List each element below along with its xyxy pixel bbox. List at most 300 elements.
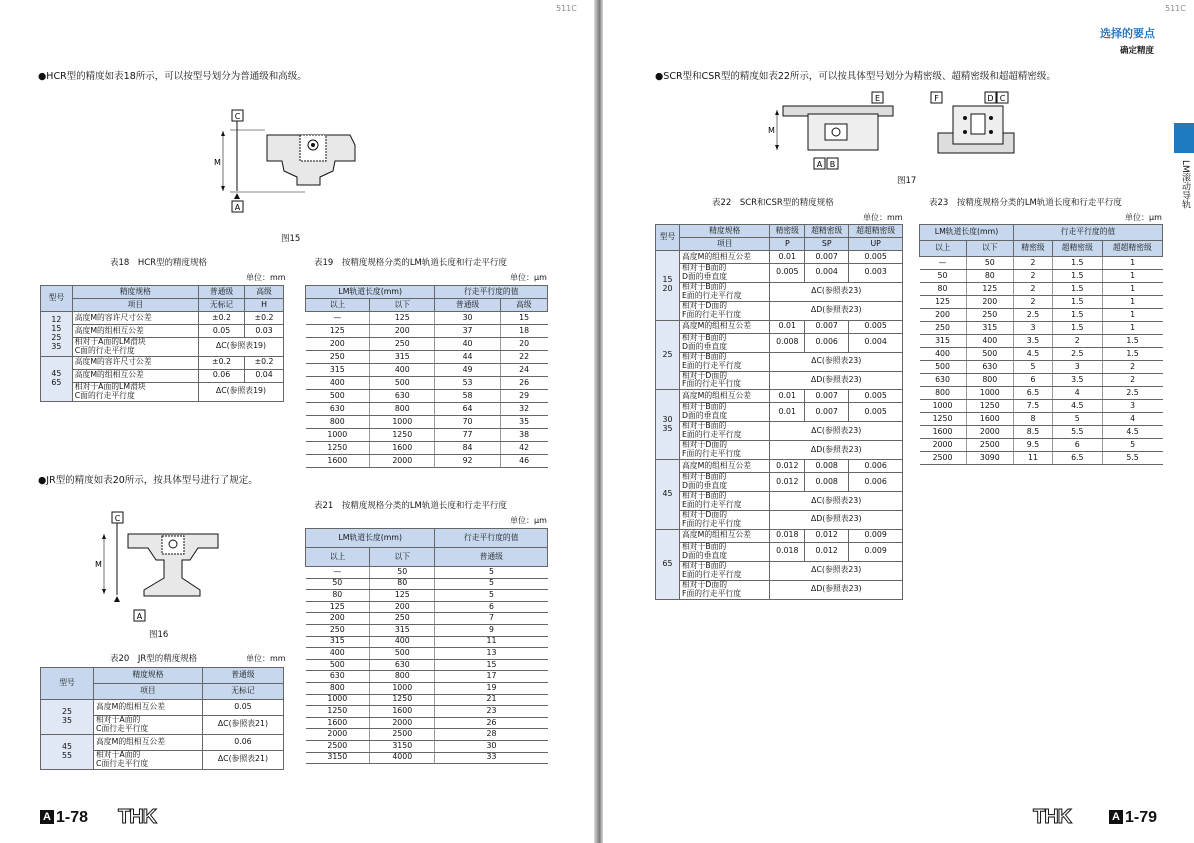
table-cell: 1250 bbox=[966, 400, 1014, 413]
table-cell: 5.5 bbox=[1052, 426, 1102, 439]
table-cell: 630 bbox=[306, 403, 370, 416]
table-cell: 630 bbox=[306, 671, 370, 683]
fig15-c-label: C bbox=[234, 112, 241, 121]
table-cell: 1.5 bbox=[1102, 335, 1162, 348]
bullet-icon: ● bbox=[38, 71, 47, 82]
table-cell: 800 bbox=[920, 387, 967, 400]
model-cell: 65 bbox=[656, 529, 680, 599]
table-cell: 2000 bbox=[306, 729, 370, 741]
table-cell: 1.5 bbox=[1102, 348, 1162, 361]
page-code: 511C bbox=[1165, 4, 1186, 13]
table21-caption: 表21 按精度规格分类的LM轨道长度和行走平行度 bbox=[314, 501, 507, 511]
table20-unit: 单位：mm bbox=[246, 654, 286, 663]
table-cell: 3 bbox=[1014, 322, 1053, 335]
table-cell: 17 bbox=[435, 671, 548, 683]
table-cell: 200 bbox=[306, 613, 370, 625]
table-cell: 1.5 bbox=[1052, 270, 1102, 283]
table-cell: 50 bbox=[306, 578, 370, 590]
th-model: 型号 bbox=[41, 286, 73, 312]
table-cell: 315 bbox=[370, 351, 435, 364]
table-cell: 15 bbox=[500, 312, 547, 325]
table-cell: 84 bbox=[435, 442, 500, 455]
table-cell: 630 bbox=[370, 390, 435, 403]
table-cell: 1600 bbox=[370, 706, 435, 718]
table-cell: 1250 bbox=[306, 442, 370, 455]
table-cell: 2.5 bbox=[1052, 348, 1102, 361]
table-row bbox=[306, 416, 548, 429]
table-cell: 44 bbox=[435, 351, 500, 364]
table-row bbox=[920, 452, 1163, 465]
table-cell: 1 bbox=[1102, 257, 1162, 270]
table-cell: 5 bbox=[435, 567, 548, 579]
model-cell: 15 20 bbox=[656, 251, 680, 321]
table-cell: 5 bbox=[1102, 439, 1162, 452]
table-cell: 500 bbox=[966, 348, 1014, 361]
table18-unit: 单位：mm bbox=[246, 273, 286, 282]
table-row: 相对于B面的 D面的垂直度 0.008 0.006 0.004 bbox=[656, 333, 903, 352]
table-cell: 18 bbox=[500, 325, 547, 338]
table-row bbox=[306, 455, 548, 468]
table-cell: 800 bbox=[370, 671, 435, 683]
table-cell: 1000 bbox=[370, 416, 435, 429]
table-row: 45 高度M的组相互公差 0.012 0.008 0.006 bbox=[656, 460, 903, 473]
table-row: 相对于D面的 F面的行走平行度 ΔD(参照表23) bbox=[656, 580, 903, 599]
table-cell: 400 bbox=[306, 648, 370, 660]
table-cell: 800 bbox=[370, 403, 435, 416]
right-page bbox=[603, 0, 1194, 843]
table-row: 65 高度M的组相互公差 0.018 0.012 0.009 bbox=[656, 529, 903, 542]
table-row bbox=[920, 374, 1163, 387]
table-row bbox=[306, 390, 548, 403]
table-row bbox=[306, 729, 548, 741]
table-cell: 80 bbox=[966, 270, 1014, 283]
section-subtitle: 确定精度 bbox=[1120, 46, 1155, 56]
table-cell: 125 bbox=[370, 312, 435, 325]
table-row bbox=[306, 706, 548, 718]
table-cell: 26 bbox=[435, 717, 548, 729]
table-cell: 400 bbox=[370, 636, 435, 648]
table-cell: 2000 bbox=[370, 717, 435, 729]
table-row: 相对于B面的 D面的垂直度 0.012 0.008 0.006 bbox=[656, 473, 903, 492]
table-cell: 26 bbox=[500, 377, 547, 390]
table-cell: 125 bbox=[920, 296, 967, 309]
table-cell: 8.5 bbox=[1014, 426, 1053, 439]
table-cell: 50 bbox=[370, 567, 435, 579]
table-row bbox=[306, 659, 548, 671]
table-row bbox=[306, 312, 548, 325]
table-row bbox=[920, 348, 1163, 361]
table-cell: 2 bbox=[1052, 335, 1102, 348]
table-cell: 80 bbox=[920, 283, 967, 296]
model-cell: 25 bbox=[656, 320, 680, 390]
table-cell: 1 bbox=[1102, 270, 1162, 283]
table-row: 相对于B面的 E面的行走平行度 ΔC(参照表23) bbox=[656, 492, 903, 511]
table-row bbox=[920, 296, 1163, 309]
fig16-diagram bbox=[90, 508, 230, 626]
table-cell: 630 bbox=[370, 659, 435, 671]
table-cell: 22 bbox=[500, 351, 547, 364]
table21-unit: 单位：μm bbox=[510, 516, 547, 525]
table-cell: — bbox=[306, 567, 370, 579]
table-cell: 15 bbox=[435, 659, 548, 671]
hcr-intro: ●HCR型的精度如表18所示，可以按型号划分为普通级和高级。 bbox=[38, 71, 307, 82]
table-cell: 77 bbox=[435, 429, 500, 442]
table-cell: 5 bbox=[1052, 413, 1102, 426]
fig15-label: 图15 bbox=[281, 234, 301, 244]
table-cell: 2 bbox=[1102, 361, 1162, 374]
table-cell: 2000 bbox=[370, 455, 435, 468]
table23: LM轨道长度(mm) 行走平行度的值 以上 以下 精密级 超精密级 超超精密级 — 50 2 1.5 1 50 80 2 1.5 1 80 125 2 1.5 1 125 200 2 1.5 1 200 250 2.5 1.5 1 250 315 3 1.5 1 315 400 3.5 2 1.5 400 500 4.5 2.5 1.5 500 630 5 3 2 630 800 6 3.5 2 800 1000 6.5 4 2.5 1000 1250 7.5 4.5 3 1250 1600 8 5 4 1600 2000 8.5 5.5 4.5 2000 2500 9.5 6 5 2500 3090 11 6.5 5.5 bbox=[919, 224, 1163, 465]
table-cell: 1 bbox=[1102, 296, 1162, 309]
fig17-f-label: F bbox=[934, 94, 939, 103]
fig17-e-label: E bbox=[874, 94, 881, 103]
table-cell: 2 bbox=[1014, 283, 1053, 296]
table-cell: 500 bbox=[370, 377, 435, 390]
table-cell: 315 bbox=[306, 636, 370, 648]
table-cell: 2.5 bbox=[1014, 309, 1053, 322]
fig15-diagram bbox=[205, 105, 395, 217]
table-row: 相对于B面的 D面的垂直度 0.018 0.012 0.009 bbox=[656, 542, 903, 561]
table-cell: 1250 bbox=[370, 429, 435, 442]
table-cell: 1250 bbox=[306, 706, 370, 718]
table18-caption: 表18 HCR型的精度规格 bbox=[110, 258, 208, 268]
table-cell: 500 bbox=[920, 361, 967, 374]
model-cell: 45 bbox=[656, 460, 680, 530]
table-cell: 1 bbox=[1102, 283, 1162, 296]
table-row bbox=[920, 413, 1163, 426]
table-cell: 800 bbox=[306, 416, 370, 429]
fig17-b-label: B bbox=[829, 160, 836, 169]
table-cell: 6 bbox=[435, 601, 548, 613]
table-row bbox=[920, 283, 1163, 296]
table-cell: 11 bbox=[435, 636, 548, 648]
table-cell: 2 bbox=[1014, 296, 1053, 309]
table-cell: 1000 bbox=[920, 400, 967, 413]
table-cell: — bbox=[306, 312, 370, 325]
table-cell: 3150 bbox=[370, 740, 435, 752]
table-cell: 2 bbox=[1102, 374, 1162, 387]
table-cell: 1600 bbox=[966, 413, 1014, 426]
table-row bbox=[306, 752, 548, 764]
page-number: A 1-78 bbox=[40, 809, 88, 827]
table-row bbox=[306, 442, 548, 455]
side-tab-label: LM滚动导轨 bbox=[1180, 160, 1190, 209]
table-cell: 2500 bbox=[966, 439, 1014, 452]
table22-caption: 表22 SCR和CSR型的精度规格 bbox=[712, 198, 834, 208]
table-cell: 1.5 bbox=[1052, 296, 1102, 309]
table-cell: 2500 bbox=[920, 452, 967, 465]
table-cell: 6 bbox=[1014, 374, 1053, 387]
table-cell: 4 bbox=[1052, 387, 1102, 400]
table-cell: 6 bbox=[1052, 439, 1102, 452]
table-cell: 5 bbox=[435, 578, 548, 590]
table19-unit: 单位：μm bbox=[510, 273, 547, 282]
table-cell: 125 bbox=[966, 283, 1014, 296]
table-cell: 30 bbox=[435, 312, 500, 325]
table-row: 15 20 高度M的组相互公差 0.01 0.007 0.005 bbox=[656, 251, 903, 264]
page-number: A 1-79 bbox=[1109, 809, 1157, 827]
table-cell: 9 bbox=[435, 624, 548, 636]
table-cell: — bbox=[920, 257, 967, 270]
table-cell: 3090 bbox=[966, 452, 1014, 465]
table-cell: 200 bbox=[370, 601, 435, 613]
table-row bbox=[920, 387, 1163, 400]
table-row bbox=[306, 636, 548, 648]
table-cell: 5.5 bbox=[1102, 452, 1162, 465]
table-cell: 1000 bbox=[370, 682, 435, 694]
table-row: 30 35 高度M的组相互公差 0.01 0.007 0.005 bbox=[656, 390, 903, 403]
table-cell: 2000 bbox=[966, 426, 1014, 439]
table-cell: 23 bbox=[435, 706, 548, 718]
table-cell: 70 bbox=[435, 416, 500, 429]
side-tab-marker bbox=[1174, 123, 1194, 153]
jr-intro: ●JR型的精度如表20所示，按具体型号进行了规定。 bbox=[38, 475, 258, 486]
table-cell: 1 bbox=[1102, 322, 1162, 335]
table-row: 相对于B面的 E面的行走平行度 ΔC(参照表23) bbox=[656, 422, 903, 441]
table-cell: 200 bbox=[306, 338, 370, 351]
table-cell: 2000 bbox=[920, 439, 967, 452]
table-cell: 1600 bbox=[920, 426, 967, 439]
table-row bbox=[306, 578, 548, 590]
table-cell: 800 bbox=[966, 374, 1014, 387]
table-cell: 2 bbox=[1014, 270, 1053, 283]
table-row: 相对于D面的 F面的行走平行度 ΔD(参照表23) bbox=[656, 441, 903, 460]
table-row bbox=[306, 403, 548, 416]
table-cell: 3.5 bbox=[1052, 374, 1102, 387]
table-row bbox=[306, 325, 548, 338]
table-cell: 6.5 bbox=[1052, 452, 1102, 465]
table-row bbox=[306, 351, 548, 364]
table-cell: 1600 bbox=[370, 442, 435, 455]
table-cell: 2500 bbox=[306, 740, 370, 752]
table-cell: 2 bbox=[1014, 257, 1053, 270]
table-row bbox=[306, 624, 548, 636]
table-row bbox=[920, 335, 1163, 348]
table-cell: 40 bbox=[435, 338, 500, 351]
model-cell: 30 35 bbox=[656, 390, 680, 460]
table-row bbox=[306, 364, 548, 377]
table-cell: 315 bbox=[920, 335, 967, 348]
table-cell: 400 bbox=[920, 348, 967, 361]
scr-intro: ●SCR型和CSR型的精度如表22所示，可以按具体型号划分为精密级、超精密级和超超精密级。 bbox=[655, 71, 1056, 82]
table-row bbox=[920, 309, 1163, 322]
fig15-a-label: A bbox=[234, 203, 241, 212]
table-cell: 38 bbox=[500, 429, 547, 442]
table-cell: 8 bbox=[1014, 413, 1053, 426]
table-row bbox=[306, 429, 548, 442]
table-cell: 630 bbox=[966, 361, 1014, 374]
table-row bbox=[306, 338, 548, 351]
table23-unit: 单位：μm bbox=[1125, 213, 1162, 222]
table-cell: 7 bbox=[435, 613, 548, 625]
table-cell: 58 bbox=[435, 390, 500, 403]
table-row bbox=[920, 426, 1163, 439]
table-cell: 1600 bbox=[306, 717, 370, 729]
table-cell: 500 bbox=[306, 659, 370, 671]
table-row bbox=[306, 648, 548, 660]
table-cell: 1.5 bbox=[1052, 309, 1102, 322]
table-row: 25 高度M的组相互公差 0.01 0.007 0.005 bbox=[656, 320, 903, 333]
table-cell: 500 bbox=[306, 390, 370, 403]
table-row bbox=[920, 270, 1163, 283]
table-cell: 5 bbox=[1014, 361, 1053, 374]
fig17-diagram bbox=[763, 88, 1023, 174]
table-cell: 4 bbox=[1102, 413, 1162, 426]
table-cell: 3150 bbox=[306, 752, 370, 764]
table-cell: 53 bbox=[435, 377, 500, 390]
table-cell: 125 bbox=[370, 590, 435, 602]
table-cell: 35 bbox=[500, 416, 547, 429]
fig16-c-label: C bbox=[114, 514, 121, 523]
table-cell: 19 bbox=[435, 682, 548, 694]
table-cell: 24 bbox=[500, 364, 547, 377]
table-cell: 250 bbox=[370, 613, 435, 625]
thk-logo: THK bbox=[118, 806, 157, 828]
table-cell: 28 bbox=[435, 729, 548, 741]
table-cell: 1.5 bbox=[1052, 283, 1102, 296]
table-row bbox=[306, 717, 548, 729]
table-cell: 4000 bbox=[370, 752, 435, 764]
book-gutter bbox=[594, 0, 603, 843]
table20-caption: 表20 JR型的精度规格 bbox=[110, 654, 198, 664]
table-cell: 30 bbox=[435, 740, 548, 752]
table-cell: 4.5 bbox=[1102, 426, 1162, 439]
table-row bbox=[920, 400, 1163, 413]
table-cell: 125 bbox=[306, 325, 370, 338]
fig16-m-label: M bbox=[95, 560, 102, 569]
table-cell: 49 bbox=[435, 364, 500, 377]
table-row bbox=[920, 361, 1163, 374]
table-row bbox=[920, 257, 1163, 270]
table-cell: 5 bbox=[435, 590, 548, 602]
table-cell: 315 bbox=[370, 624, 435, 636]
table-cell: 3.5 bbox=[1014, 335, 1053, 348]
table-cell: 1600 bbox=[306, 455, 370, 468]
bullet-icon: ● bbox=[38, 475, 47, 486]
table-cell: 2500 bbox=[370, 729, 435, 741]
table-row: 相对于D面的 F面的行走平行度 ΔD(参照表23) bbox=[656, 510, 903, 529]
table-cell: 200 bbox=[966, 296, 1014, 309]
table-cell: 3 bbox=[1052, 361, 1102, 374]
fig17-d-label: D bbox=[987, 94, 994, 103]
table-cell: 3 bbox=[1102, 400, 1162, 413]
table-row bbox=[306, 601, 548, 613]
table-cell: 80 bbox=[370, 578, 435, 590]
table-cell: 80 bbox=[306, 590, 370, 602]
table20: 型号 精度规格 普通级 项目 无标记 25 35 高度M的组相互公差 0.05 相对于A面的 C面行走平行度 ΔC(参照表21) 45 55 高度M的组相互公差 0.06 相对于A面的 C面行走平行度 ΔC(参照表21) bbox=[40, 667, 284, 770]
table19-caption: 表19 按精度规格分类的LM轨道长度和行走平行度 bbox=[314, 258, 507, 268]
table-cell: 33 bbox=[435, 752, 548, 764]
table-cell: 400 bbox=[306, 377, 370, 390]
table-row: 相对于B面的 D面的垂直度 0.005 0.004 0.003 bbox=[656, 264, 903, 283]
table22: 型号 精度规格 精密级 超精密级 超超精密级 项目 P SP UP 15 20 高度M的组相互公差 0.01 0.007 0.005 相对于B面的 D面的垂直度 0.005 0.004 0.003 相对于B面的 E面的行走平行度 ΔC(参照表23) 相对于D面的 F面的行走平行度 ΔD(参照表23) 25 高度M的组相互公差 0.01 0.007 0.005 相对于B面的 D面的垂直度 0.008 0.006 0.004 相对于B面的 E面的行走平行度 ΔC(参照表23) 相对于D面的 F面的行走平行度 ΔD(参照表23) 30 35 高度M的组相互公差 0.01 0.007 0.005 相对于B面的 D面的垂直度 0.01 0.007 0.005 相对于B面的 E面的行走平行度 ΔC(参照表23) 相对于D面的 F面的行走平行度 ΔD(参照表23) 45 高度M的组相互公差 0.012 0.008 0.006 相对于B面的 D面的垂直度 0.012 0.008 0.006 相对于B面的 E面的行走平行度 ΔC(参照表23) 相对于D面的 F面的行走平行度 ΔD(参照表23) 65 高度M的组相互公差 0.018 0.012 0.009 相对于B面的 D面的垂直度 0.018 0.012 0.009 相对于B面的 E面的行走平行度 ΔC(参照表23) 相对于D面的 F面的行走平行度 ΔD(参照表23) bbox=[655, 224, 903, 600]
table-cell: 250 bbox=[306, 351, 370, 364]
table-cell: 1000 bbox=[966, 387, 1014, 400]
table21: LM轨道长度(mm) 行走平行度的值 以上 以下 普通级 — 50 5 50 80 5 80 125 5 125 200 6 200 250 7 250 315 9 315 400 11 400 500 13 500 630 15 630 800 17 800 1000 19 1000 1250 21 1250 1600 23 1600 2000 26 2000 2500 28 2500 3150 30 3150 4000 33 bbox=[305, 528, 548, 764]
table-row bbox=[306, 694, 548, 706]
table-cell: 21 bbox=[435, 694, 548, 706]
table-row: 相对于B面的 D面的垂直度 0.01 0.007 0.005 bbox=[656, 403, 903, 422]
table-cell: 400 bbox=[966, 335, 1014, 348]
fig17-label: 图17 bbox=[897, 176, 917, 186]
table-row bbox=[920, 322, 1163, 335]
table-cell: 7.5 bbox=[1014, 400, 1053, 413]
table-cell: 800 bbox=[306, 682, 370, 694]
table-cell: 9.5 bbox=[1014, 439, 1053, 452]
table-cell: 200 bbox=[920, 309, 967, 322]
left-page bbox=[0, 0, 594, 843]
fig15-m-label: M bbox=[214, 158, 221, 167]
table-cell: 315 bbox=[306, 364, 370, 377]
table-row bbox=[920, 439, 1163, 452]
table-cell: 50 bbox=[966, 257, 1014, 270]
table-cell: 630 bbox=[920, 374, 967, 387]
table-cell: 6.5 bbox=[1014, 387, 1053, 400]
fig16-a-label: A bbox=[136, 612, 143, 621]
table-row bbox=[306, 613, 548, 625]
fig16-label: 图16 bbox=[149, 630, 169, 640]
table-cell: 500 bbox=[370, 648, 435, 660]
bullet-icon: ● bbox=[655, 71, 664, 82]
table-cell: 1250 bbox=[920, 413, 967, 426]
table-cell: 64 bbox=[435, 403, 500, 416]
table-cell: 1000 bbox=[306, 429, 370, 442]
table-cell: 11 bbox=[1014, 452, 1053, 465]
table-cell: 13 bbox=[435, 648, 548, 660]
table-cell: 1000 bbox=[306, 694, 370, 706]
table-cell: 250 bbox=[306, 624, 370, 636]
table-cell: 1250 bbox=[370, 694, 435, 706]
page-code: 511C bbox=[556, 4, 577, 13]
table-cell: 50 bbox=[920, 270, 967, 283]
table-row: 相对于D面的 F面的行走平行度 ΔD(参照表23) bbox=[656, 301, 903, 320]
table-cell: 20 bbox=[500, 338, 547, 351]
table-row bbox=[306, 682, 548, 694]
table-cell: 29 bbox=[500, 390, 547, 403]
table-cell: 200 bbox=[370, 325, 435, 338]
section-title: 选择的要点 bbox=[1100, 27, 1155, 40]
fig17-a-label: A bbox=[816, 160, 823, 169]
table-cell: 400 bbox=[370, 364, 435, 377]
table-cell: 1.5 bbox=[1052, 322, 1102, 335]
table-row bbox=[306, 567, 548, 579]
table-cell: 1.5 bbox=[1052, 257, 1102, 270]
table-cell: 2.5 bbox=[1102, 387, 1162, 400]
table-cell: 4.5 bbox=[1052, 400, 1102, 413]
table-row bbox=[306, 377, 548, 390]
table-row bbox=[306, 590, 548, 602]
table-cell: 37 bbox=[435, 325, 500, 338]
table-cell: 315 bbox=[966, 322, 1014, 335]
table-cell: 32 bbox=[500, 403, 547, 416]
table-cell: 250 bbox=[370, 338, 435, 351]
table18: 型号 精度规格 普通级 高级 项目 无标记 H 12 15 25 35 高度M的容许尺寸公差 ±0.2 ±0.2 高度M的组相互公差 0.05 0.03 相对于A面的LM滑块 C面的行走平行度 ΔC(参照表19) 45 65 高度M的容许尺寸公差 ±0.2 ±0.2 高度M的组相互公差 0.06 0.04 相对于A面的LM滑块 C面的行走平行度 ΔC(参照表19) bbox=[40, 285, 284, 402]
table-row bbox=[306, 740, 548, 752]
table-cell: 125 bbox=[306, 601, 370, 613]
fig17-m-label: M bbox=[768, 126, 775, 135]
table22-unit: 单位：mm bbox=[863, 213, 903, 222]
table19: LM轨道长度(mm) 行走平行度的值 以上 以下 普通级 高级 — 125 30 15 125 200 37 18 200 250 40 20 250 315 44 22 315 400 49 24 400 500 53 26 500 630 58 29 630 800 64 32 800 1000 70 35 1000 1250 77 38 1250 1600 84 42 1600 2000 92 46 bbox=[305, 285, 548, 468]
table-cell: 250 bbox=[920, 322, 967, 335]
table-cell: 4.5 bbox=[1014, 348, 1053, 361]
table-cell: 92 bbox=[435, 455, 500, 468]
table-cell: 1 bbox=[1102, 309, 1162, 322]
thk-logo: THK bbox=[1033, 806, 1072, 828]
table-cell: 46 bbox=[500, 455, 547, 468]
table-row: 相对于B面的 E面的行走平行度 ΔC(参照表23) bbox=[656, 561, 903, 580]
table-row: 相对于B面的 E面的行走平行度 ΔC(参照表23) bbox=[656, 282, 903, 301]
table-row bbox=[306, 671, 548, 683]
